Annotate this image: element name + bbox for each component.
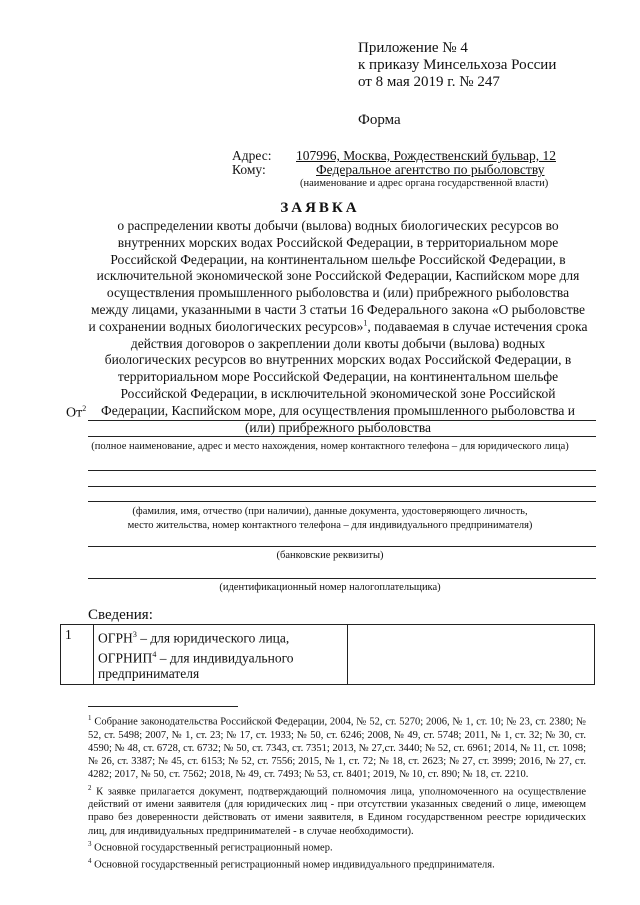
document-title: ЗАЯВКА xyxy=(280,200,360,216)
footnote-1-text: Собрание законодательства Российской Федерации, 2004, № 52, ст. 5270; 2006, № 1, ст. 10; № 23, ст. 2380; № 52, ст. 5498; 2007, № 1, ст. 23; № 17, ст. 1933; № 50, ст. 6246; 2008, № 49, ст. 5748; 2011, № 1, ст. 32; № 30, ст. 4590; № 48, ст. 6728, ст. 6732; № 50, ст. 7343, ст. 7351; 2013, № 27,ст. 3440; № 52, ст. 6961; 2014, № 11, ст. 1098; № 26, ст. 3387; № 45, ст. 6153; № 52, ст. 7556; 2015, № 1, ст. 72; № 18, ст. 2623; № 27, ст. 3999; 2016, № 27, ст. 4282; 2017, № 50, ст. 7562; 2018, № 49, ст. 7493; № 53, ст. 8401; 2019, № 10, ст. 890; № 18, ст. 2210. xyxy=(88,716,586,781)
recipient-caption: (наименование и адрес органа государственной власти) xyxy=(300,178,549,189)
ogrnip-label-rest: – для индивидуального предпринимателя xyxy=(98,650,294,681)
caption-inn: (идентификационный номер налогоплательщика) xyxy=(219,582,441,593)
caption-bank-details: (банковские реквизиты) xyxy=(276,550,384,561)
appendix-header xyxy=(358,40,556,91)
appendix-line-1: Приложение № 4 xyxy=(358,40,468,56)
inn-line[interactable] xyxy=(88,578,596,579)
applicant-line-1[interactable] xyxy=(88,420,596,421)
applicant-line-2[interactable] xyxy=(88,436,596,437)
footnote-ref-2: 2 xyxy=(82,404,87,413)
footnote-ref-3: 3 xyxy=(132,630,137,639)
footnote-4 xyxy=(88,855,586,872)
footnotes xyxy=(88,712,586,871)
caption-individual-1: (фамилия, имя, отчество (при наличии), данные документа, удостоверяющего личность, xyxy=(132,506,528,517)
applicant-line-3[interactable] xyxy=(88,470,596,471)
from-label xyxy=(66,404,86,422)
appendix-line-3: от 8 мая 2019 г. № 247 xyxy=(358,74,500,90)
recipient-value: Федеральное агентство по рыболовству xyxy=(316,162,545,177)
applicant-line-5[interactable] xyxy=(88,501,596,502)
row-number: 1 xyxy=(61,625,94,685)
svedenia-heading: Сведения: xyxy=(88,607,153,623)
svedenia-table xyxy=(60,624,595,685)
footnote-1 xyxy=(88,712,586,782)
form-label: Форма xyxy=(358,112,401,128)
footnote-3-text: Основной государственный регистрационный номер. xyxy=(91,842,333,854)
footnote-2 xyxy=(88,782,586,838)
row-label xyxy=(94,625,348,685)
footnote-2-mark: 2 xyxy=(88,783,92,792)
bank-details-line[interactable] xyxy=(88,546,596,547)
appendix-line-2: к приказу Минсельхоза России xyxy=(358,57,557,73)
applicant-line-4[interactable] xyxy=(88,486,596,487)
caption-legal-entity: (полное наименование, адрес и место нахождения, номер контактного телефона – для юридического лица) xyxy=(91,441,569,452)
recipient-key: Кому: xyxy=(232,162,266,177)
caption-individual-2: место жительства, номер контактного телефона – для индивидуального предпринимателя) xyxy=(127,520,533,531)
footnote-2-text: К заявке прилагается документ, подтверждающий полномочия лица, уполномоченного на осуществление действий от имени заявителя (для юридических лиц - при отсутствии указанных сведений о лице, имеющем право без доверенности действовать от имени заявителя, в Едином государственном реестре юридических лиц, для индивидуальных предпринимателей - в случае необходимости). xyxy=(88,786,586,837)
footnote-1-mark: 1 xyxy=(88,714,92,722)
footnote-3-mark: 3 xyxy=(88,839,92,848)
footnote-ref-4: 4 xyxy=(152,649,157,659)
ogrn-value-cell[interactable] xyxy=(348,625,595,685)
address-value: 107996, Москва, Рождественский бульвар, 12 xyxy=(296,148,556,163)
from-text: От xyxy=(66,405,83,421)
ogrnip-label: ОГРНИП xyxy=(98,650,153,665)
footnote-3 xyxy=(88,838,586,855)
request-description-part-2: , подаваемая в случае истечения срока действия договоров о закреплении доли квоты добычи (вылова) водных биологических ресурсов во внутренних морских водах Российской Федерации, в территориальном море Российской Федерации, на континентальном шельфе Российской Федерации, в исключительной экономической зоне Российской Федерации, Каспийском море, для осуществления промышленного рыболовства и (или) прибрежного рыболовства xyxy=(101,318,588,435)
table-row xyxy=(61,625,595,685)
request-description xyxy=(88,218,588,436)
request-description-part-1: о распределении квоты добычи (вылова) водных биологических ресурсов во внутренних морских водах Российской Федерации, в территориальном море Российской Федерации, на континентальном шельфе Российской Федерации, в исключительной экономической зоне Российской Федерации, Каспийском море для осуществления промышленного рыболовства и (или) прибрежного рыболовства между лицами, указанными в части 3 статьи 16 Федерального закона «О рыболовстве и сохранении водных биологических ресурсов» xyxy=(88,218,586,334)
ogrn-label: ОГРН xyxy=(98,630,133,646)
ogrn-label-rest: – для юридического лица, xyxy=(136,630,290,646)
footnote-4-text: Основной государственный регистрационный номер индивидуального предпринимателя. xyxy=(91,859,495,871)
footnote-ref-1: 1 xyxy=(363,318,368,328)
footnote-4-mark: 4 xyxy=(88,856,92,865)
address-key: Адрес: xyxy=(232,148,272,163)
footnote-separator xyxy=(88,706,238,707)
